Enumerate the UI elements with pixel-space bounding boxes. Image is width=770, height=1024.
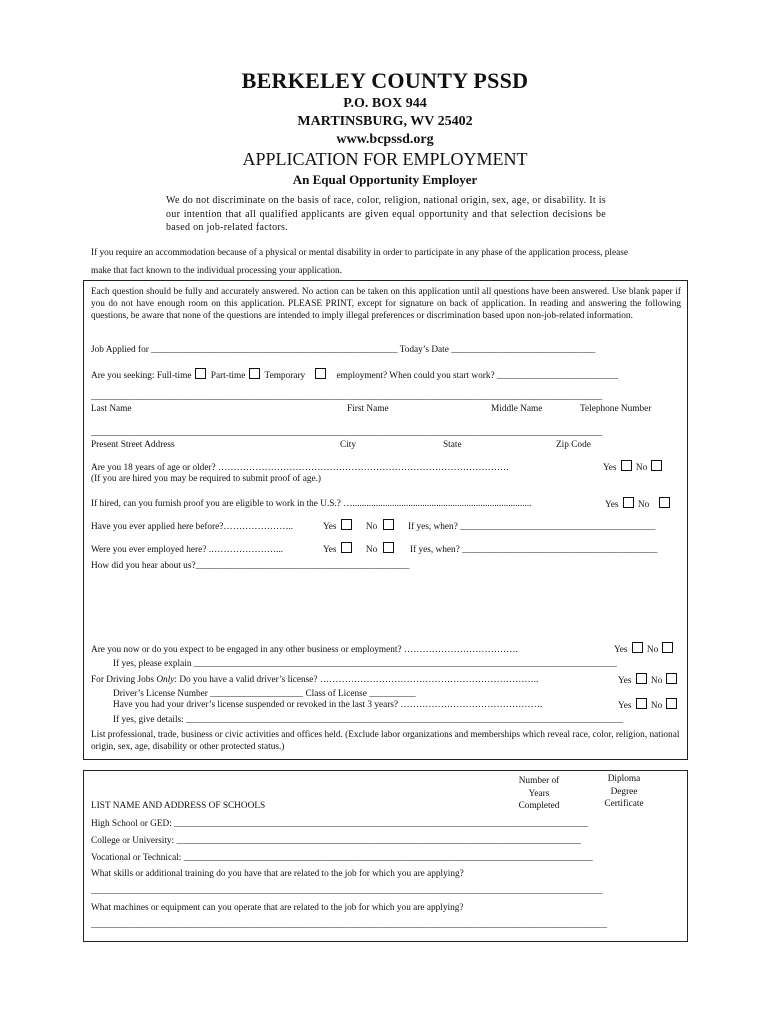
age-answer: Yes No — [603, 460, 664, 473]
applied-when-field[interactable]: If yes, when? __________________________________________ — [408, 522, 656, 532]
other-business-answer: Yes No — [614, 642, 675, 655]
other-business-no-checkbox[interactable] — [662, 642, 673, 653]
schools-header: LIST NAME AND ADDRESS OF SCHOOLS — [91, 801, 266, 811]
subtitle: An Equal Opportunity Employer — [292, 172, 478, 187]
age-question: Are you 18 years of age or older? …………………………………………………………………………………. — [91, 463, 509, 473]
city-label: City — [340, 440, 357, 450]
first-name-label: First Name — [347, 404, 389, 414]
street-label: Present Street Address — [91, 440, 175, 450]
how-did-you-hear-field[interactable]: How did you hear about us?______________________________________________ — [91, 561, 410, 571]
eligibility-yes-checkbox[interactable] — [623, 497, 634, 508]
activities-instructions: List professional, trade, business or civic activities and offices held. (Exclude labor organizations and memberships which reveal race, color, religion, national origin, sex, age, disability or other protected status.) — [91, 730, 680, 752]
years-completed-header: Number of Years Completed — [518, 776, 560, 811]
suspended-yes-checkbox[interactable] — [636, 698, 647, 709]
eligibility-no-checkbox[interactable] — [659, 497, 670, 508]
age-no-checkbox[interactable] — [651, 460, 662, 471]
diploma-header: Diploma Degree Certificate — [604, 774, 644, 809]
applied-before-question: Have you ever applied here before?………………….. — [91, 522, 294, 532]
high-school-field[interactable]: High School or GED: _________________________________________________________________________________________ — [91, 819, 588, 829]
nondiscrimination-statement: We do not discriminate on the basis of race, color, religion, national origin, sex, age, or disability. It is our intention that all qualified applicants are given equal opportunity and that selection decisions be based on job-related factors. — [166, 195, 606, 233]
accommodation-notice-line1: If you require an accommodation because of a physical or mental disability in order to participate in any phase of the application process, please — [91, 248, 628, 258]
middle-name-label: Middle Name — [491, 404, 543, 414]
seeking-label: Are you seeking: — [91, 371, 155, 381]
skills-field[interactable]: ______________________________________________________________________________________________________________ — [91, 886, 603, 896]
page-title: APPLICATION FOR EMPLOYMENT — [242, 149, 528, 169]
zip-label: Zip Code — [556, 440, 591, 450]
license-no-checkbox[interactable] — [666, 673, 677, 684]
po-box: P.O. BOX 944 — [343, 96, 427, 111]
accommodation-notice-line2: make that fact known to the individual processing your application. — [91, 266, 342, 276]
start-work-field[interactable]: employment? When could you start work? __________________________ — [336, 371, 618, 381]
applied-before-answer: Yes No — [323, 519, 396, 532]
employment-type-row — [91, 368, 618, 381]
employed-no-checkbox[interactable] — [383, 542, 394, 553]
telephone-label: Telephone Number — [580, 404, 652, 414]
job-applied-field[interactable]: Job Applied for _____________________________________________________ Today’s Date _______________________________ — [91, 345, 596, 355]
temporary-checkbox[interactable] — [315, 368, 326, 379]
explain-field[interactable]: If yes, please explain ___________________________________________________________________________________________ — [113, 659, 617, 669]
employed-when-field[interactable]: If yes, when? __________________________________________ — [410, 545, 658, 555]
college-field[interactable]: College or University: _______________________________________________________________________________________ — [91, 836, 581, 846]
vocational-field[interactable]: Vocational or Technical: ________________________________________________________________________________________ — [91, 853, 593, 863]
address-entry-line[interactable]: ______________________________________________________________________________________________________________ — [91, 428, 603, 438]
name-entry-line[interactable]: ______________________________________________________________________________________________________________ — [91, 392, 603, 402]
parttime-label: Part-time — [210, 371, 246, 381]
details-field[interactable]: If yes, give details: ______________________________________________________________________________________________ — [113, 715, 624, 725]
other-business-yes-checkbox[interactable] — [632, 642, 643, 653]
age-note: (If you are hired you may be required to submit proof of age.) — [91, 474, 322, 484]
temporary-label: Temporary — [264, 371, 306, 381]
driving-license-question: For Driving Jobs Only: Do you have a valid driver’s license? …………………………………………………………….. — [91, 675, 539, 685]
suspended-question: Have you had your driver’s license suspended or revoked in the last 3 years? ………………………………………. — [113, 700, 543, 710]
machines-field[interactable]: _______________________________________________________________________________________________________________ — [91, 920, 607, 930]
employed-before-answer: Yes No — [323, 542, 396, 555]
machines-question: What machines or equipment can you operate that are related to the job for which you are applying? — [91, 903, 464, 913]
suspended-answer: Yes No — [618, 698, 679, 711]
skills-question: What skills or additional training do you have that are related to the job for which you are applying? — [91, 869, 464, 879]
employed-yes-checkbox[interactable] — [341, 542, 352, 553]
organization-name: BERKELEY COUNTY PSSD — [241, 68, 529, 93]
state-label: State — [443, 440, 462, 450]
driving-license-answer: Yes No — [618, 673, 679, 686]
suspended-no-checkbox[interactable] — [666, 698, 677, 709]
city-state-zip: MARTINSBURG, WV 25402 — [297, 114, 473, 129]
applied-no-checkbox[interactable] — [383, 519, 394, 530]
parttime-checkbox[interactable] — [249, 368, 260, 379]
age-yes-checkbox[interactable] — [621, 460, 632, 471]
applied-yes-checkbox[interactable] — [341, 519, 352, 530]
employed-before-question: Were you ever employed here? .…………………... — [91, 545, 284, 555]
instructions: Each question should be fully and accurately answered. No action can be taken on this application until all questions have been answered. Use blank paper if you do not have enough room on this application. PLEASE PRINT, except for signature on back of application. In reading and answering the following questions, be aware that none of the questions are intended to imply illegal preferences or discrimination based upon non-job-related information. — [91, 287, 681, 321]
last-name-label: Last Name — [91, 404, 132, 414]
fulltime-label: Full-time — [156, 371, 192, 381]
work-eligibility-question: If hired, can you furnish proof you are eligible to work in the U.S.? …............................................................................. — [91, 499, 532, 509]
website: www.bcpssd.org — [336, 132, 434, 147]
license-number-field[interactable]: Driver’s License Number ____________________ Class of License __________ — [113, 689, 416, 699]
fulltime-checkbox[interactable] — [195, 368, 206, 379]
eligibility-answer: Yes No — [605, 497, 672, 510]
other-business-question: Are you now or do you expect to be engaged in any other business or employment? ………………………………. — [91, 645, 518, 655]
license-yes-checkbox[interactable] — [636, 673, 647, 684]
